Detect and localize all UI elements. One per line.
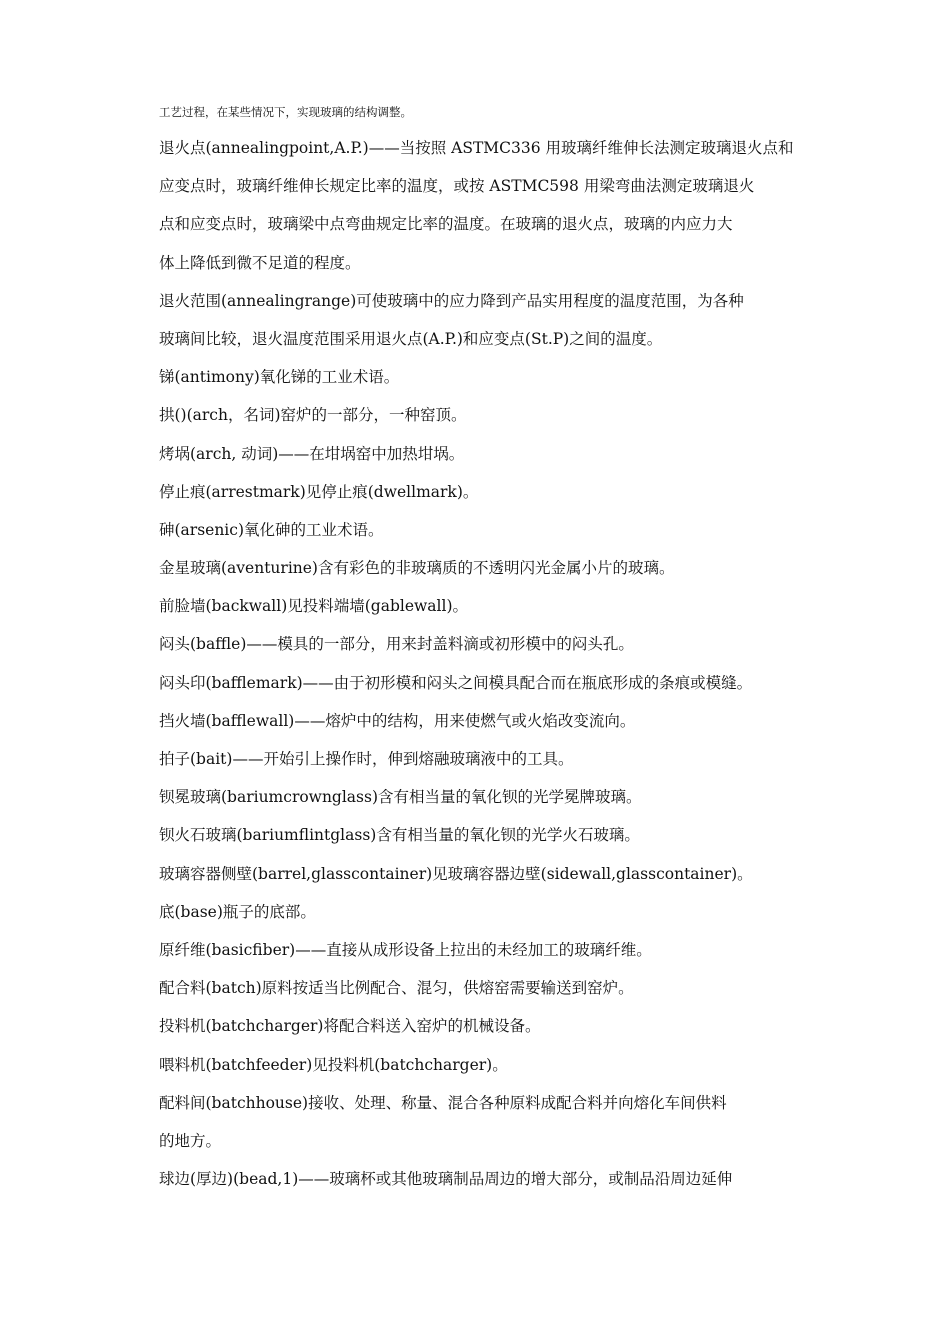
text-line: 退火点(annealingpoint,A.P.)——当按照 ASTMC336 用玻璃纤维伸长法测定玻璃退火点和 [159, 139, 794, 157]
text-line: 拍子(bait)——开始引上操作时，伸到熔融玻璃液中的工具。 [159, 750, 574, 768]
text-line: 闷头(baffle)——模具的一部分，用来封盖料滴或初形模中的闷头孔。 [159, 635, 634, 654]
text-line: 闷头印(bafflemark)——由于初形模和闷头之间模具配合而在瓶底形成的条痕或模缝。 [159, 673, 753, 692]
text-line: 停止痕(arrestmark)见停止痕(dwellmark)。 [159, 482, 479, 501]
text-line: 玻璃容器侧壁(barrel,glasscontainer)见玻璃容器边壁(sidewall,glasscontainer)。 [159, 864, 753, 883]
text-line: 前脸墙(backwall)见投料端墙(gablewall)。 [159, 597, 468, 616]
text-line: 钡火石玻璃(bariumflintglass)含有相当量的氧化钡的光学火石玻璃。 [159, 826, 640, 845]
text-line: 金星玻璃(aventurine)含有彩色的非玻璃质的不透明闪光金属小片的玻璃。 [159, 559, 675, 578]
page-header-line: 工艺过程，在某些情况下，实现玻璃的结构调整。 [159, 105, 412, 119]
text-line: 配料间(batchhouse)接收、处理、称量、混合各种原料成配合料并向熔化车间供料 [159, 1093, 727, 1112]
text-line: 挡火墙(bafflewall)——熔炉中的结构，用来使燃气或火焰改变流向。 [159, 711, 636, 730]
text-line: 钡冕玻璃(bariumcrownglass)含有相当量的氧化钡的光学冕牌玻璃。 [159, 788, 642, 807]
text-line: 点和应变点时，玻璃梁中点弯曲规定比率的温度。在玻璃的退火点，玻璃的内应力大 [159, 215, 733, 234]
text-line: 配合料(batch)原料按适当比例配合、混匀，供熔窑需要输送到窑炉。 [159, 979, 634, 998]
text-line: 锑(antimony)氧化锑的工业术语。 [159, 368, 400, 387]
text-line: 玻璃间比较，退火温度范围采用退火点(A.P.)和应变点(St.P)之间的温度。 [159, 329, 663, 348]
text-line: 拱()(arch，名词)窑炉的一部分，一种窑顶。 [159, 406, 467, 425]
text-line: 的地方。 [159, 1131, 222, 1150]
text-line: 砷(arsenic)氧化砷的工业术语。 [159, 520, 384, 539]
text-line: 喂料机(batchfeeder)见投料机(batchcharger)。 [159, 1055, 508, 1074]
text-line: 原纤维(basicfiber)——直接从成形设备上拉出的未经加工的玻璃纤维。 [159, 940, 652, 959]
text-line: 球边(厚边)(bead,1)——玻璃杯或其他玻璃制品周边的增大部分，或制品沿周边延伸 [159, 1170, 733, 1189]
document-body [159, 129, 799, 1198]
text-line: 退火范围(annealingrange)可使玻璃中的应力降到产品实用程度的温度范围，为各种 [159, 291, 744, 310]
text-line: 应变点时，玻璃纤维伸长规定比率的温度，或按 ASTMC598 用梁弯曲法测定玻璃退火 [159, 177, 755, 196]
text-line: 投料机(batchcharger)将配合料送入窑炉的机械设备。 [159, 1017, 541, 1036]
text-line: 烤埚(arch, 动词)——在坩埚窑中加热坩埚。 [159, 444, 465, 463]
text-line: 体上降低到微不足道的程度。 [159, 253, 361, 272]
text-line: 底(base)瓶子的底部。 [159, 902, 316, 921]
